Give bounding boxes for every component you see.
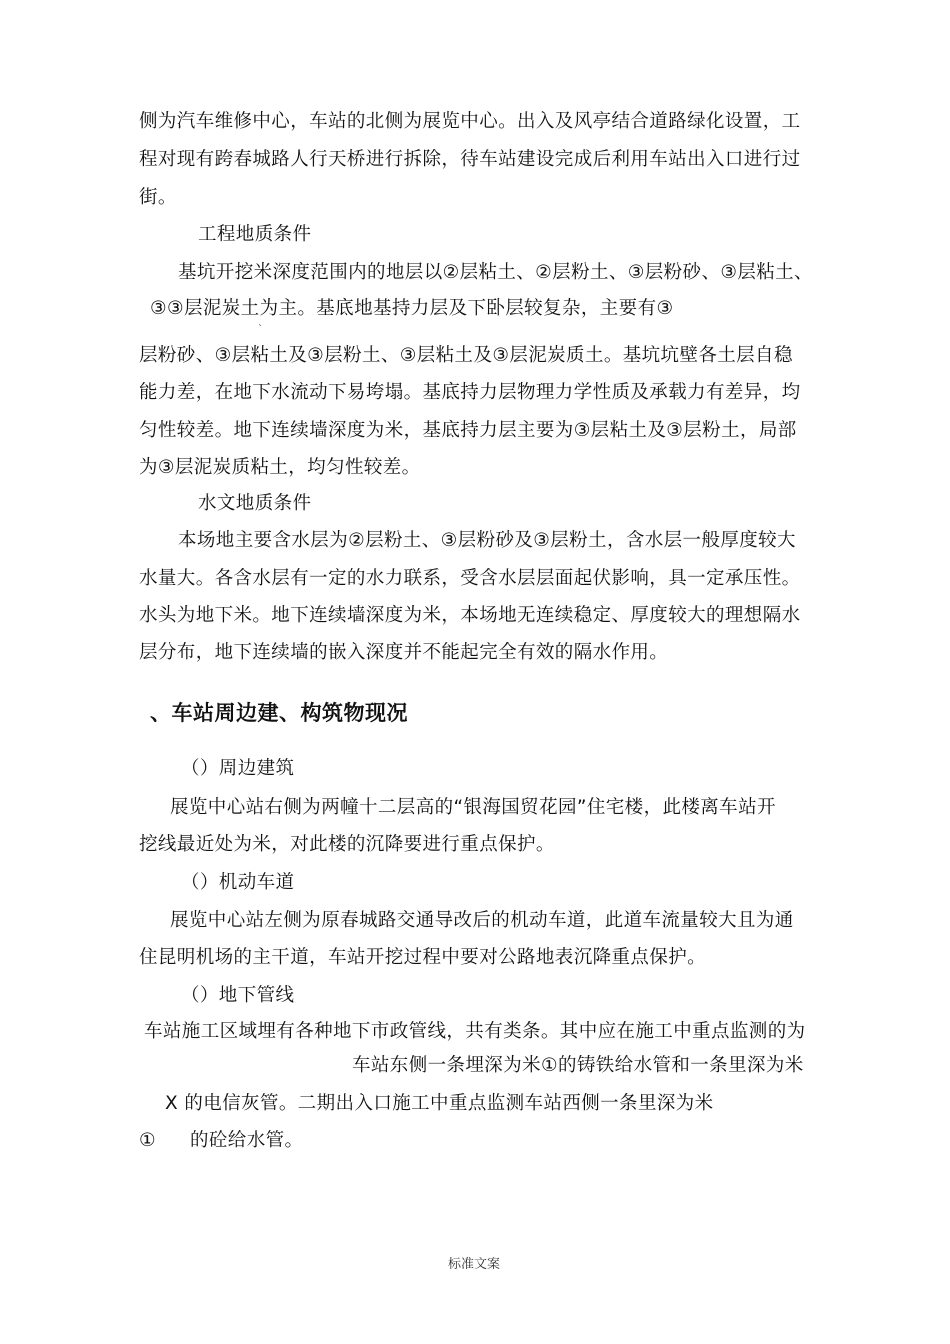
paragraph-line: ③③层泥炭土为主。基底地基持力层及下卧层较复杂，主要有③ [150,298,674,319]
paragraph-line: 侧为汽车维修中心，车站的北侧为展览中心。出入及风亭结合道路绿化设置，工 [139,111,801,132]
paragraph-line: 能力差，在地下水流动下易垮塌。基底持力层物理力学性质及承载力有差异，均 [139,382,801,403]
circled-number: ① [139,1130,156,1151]
paragraph-line: 水头为地下米。地下连续墙深度为米，本场地无连续稳定、厚度较大的理想隔水 [139,605,801,626]
paragraph-line: 展览中心站右侧为两幢十二层高的“银海国贸花园”住宅楼，此楼离车站开 [170,797,776,818]
paragraph-line: 本场地主要含水层为②层粉土、③层粉砂及③层粉土，含水层一般厚度较大 [178,530,796,551]
paragraph-line: 住昆明机场的主干道，车站开挖过程中要对公路地表沉降重点保护。 [139,947,707,968]
paragraph-line: X 的电信灰管。二期出入口施工中重点监测车站西侧一条里深为米 [165,1093,714,1114]
paragraph-line: 层粉砂、③层粘土及③层粉土、③层粘土及③层泥炭质土。基坑坑壁各土层自稳 [139,345,793,366]
paragraph-line: 水量大。各含水层有一定的水力联系，受含水层层面起伏影响，具一定承压性。 [139,568,801,589]
paragraph-line: 程对现有跨春城路人行天桥进行拆除，待车站建设完成后利用车站出入口进行过 [139,149,801,170]
subsection-heading: （）周边建筑 [181,758,295,779]
subsection-heading: （）地下管线 [181,985,295,1006]
paragraph-line: 展览中心站左侧为原春城路交通导改后的机动车道，此道车流量较大且为通 [170,910,794,931]
stray-mark: ` [258,324,263,335]
paragraph-line: 车站施工区域埋有各种地下市政管线，共有类条。其中应在施工中重点监测的为 [144,1021,806,1042]
paragraph-line: 挖线最近处为米，对此楼的沉降要进行重点保护。 [139,834,555,855]
paragraph-line: 街。 [139,187,177,208]
paragraph-line: 匀性较差。地下连续墙深度为米，基底持力层主要为③层粘土及③层粉土，局部 [139,420,797,441]
paragraph-line: 的砼给水管。 [190,1130,304,1151]
paragraph-line: 基坑开挖米深度范围内的地层以②层粘土、②层粉土、③层粉砂、③层粘土、 [178,262,813,283]
section-heading-hydrogeology: 水文地质条件 [198,493,312,514]
section-heading-surroundings: 、车站周边建、构筑物现况 [150,701,408,725]
section-heading-engineering-geology: 工程地质条件 [198,224,312,245]
page-footer: 标准文案 [447,1257,500,1272]
paragraph-line: 车站东侧一条埋深为米①的铸铁给水管和一条里深为米 [352,1055,804,1076]
paragraph-line: 层分布，地下连续墙的嵌入深度并不能起完全有效的隔水作用。 [139,642,669,663]
paragraph-line: 为③层泥炭质粘土，均匀性较差。 [139,457,421,478]
subsection-heading: （）机动车道 [181,872,295,893]
